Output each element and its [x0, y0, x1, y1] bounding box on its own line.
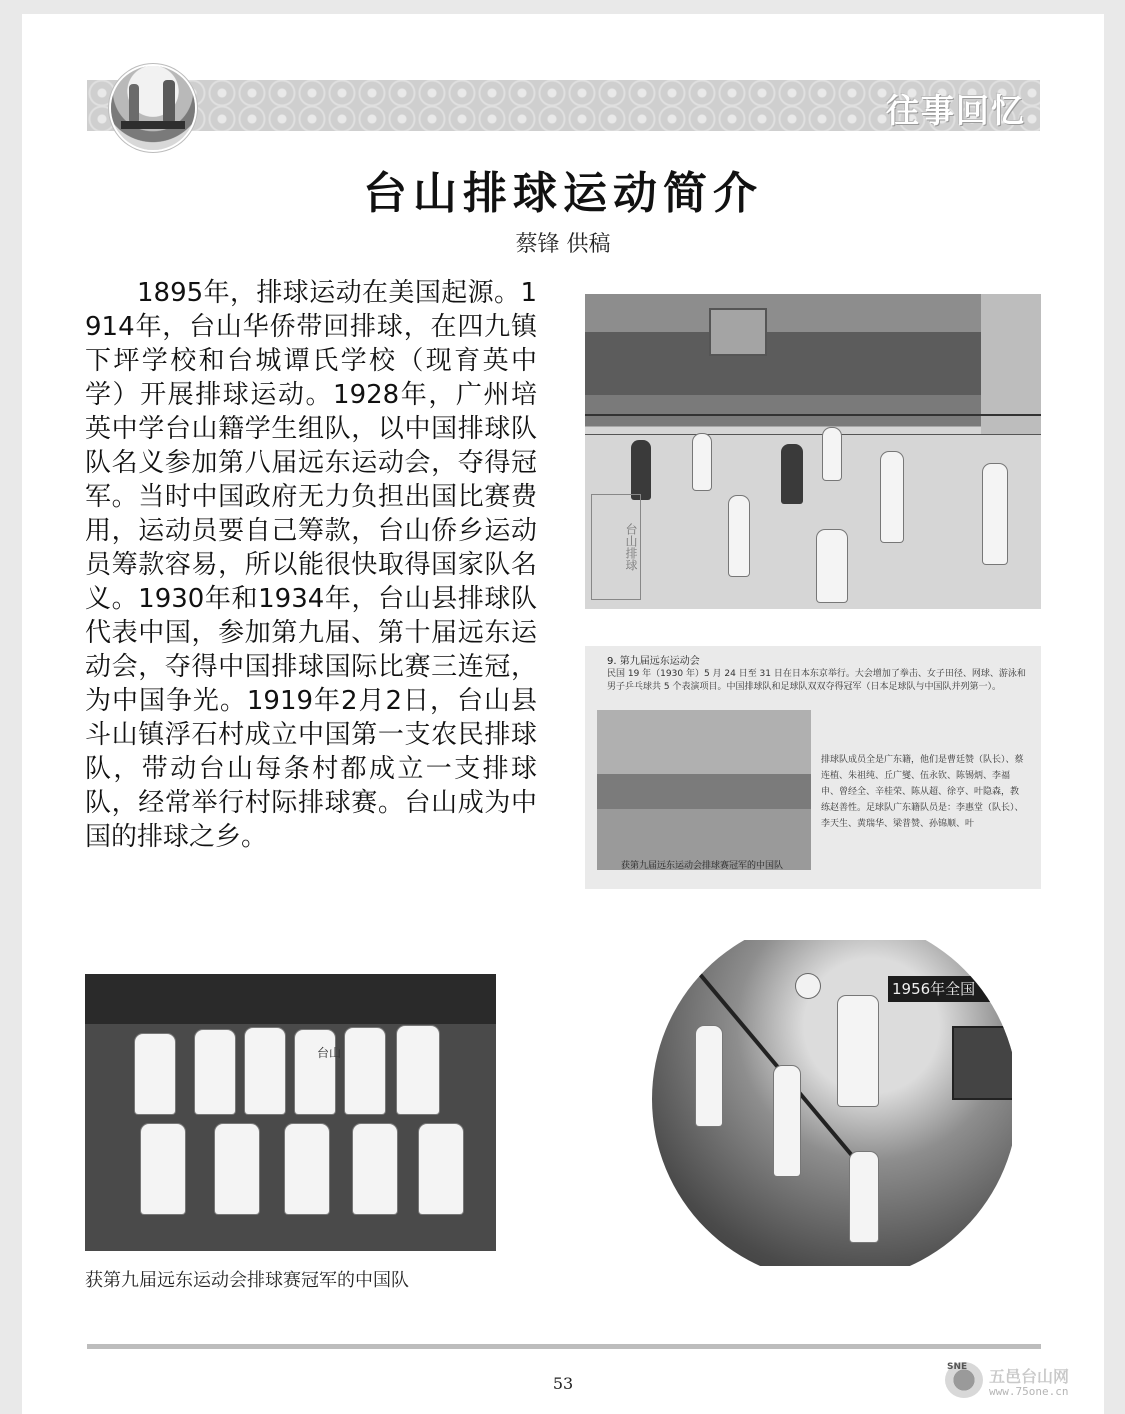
watermark-site-name: 五邑台山网	[989, 1367, 1070, 1386]
vignette-blocker	[774, 1066, 800, 1176]
photo-player	[983, 464, 1007, 564]
watermark-logo-icon	[945, 1362, 983, 1398]
photo-team-member	[135, 1034, 175, 1114]
photo-team-member	[419, 1124, 463, 1214]
photo-player	[817, 530, 847, 602]
medallion-bridge	[121, 121, 185, 129]
photo-player	[823, 428, 841, 480]
photo-player	[781, 444, 803, 504]
vignette-player	[850, 1152, 878, 1242]
clipping-paragraph: 民国 19 年（1930 年）5 月 24 日至 31 日在日本东京举行。大会增加了拳击、女子田径、网球、游泳和男子乒乓球共 5 个表演项目。中国排球队和足球队双双夺得冠军（日本足球队与中国队并列第一）。	[607, 669, 1026, 692]
magazine-page	[22, 14, 1104, 1414]
vignette-banner: 1956年全国	[888, 976, 1002, 1002]
photo-net	[585, 434, 1041, 435]
photo-team-group	[85, 974, 496, 1251]
clipping-paragraph-members: 排球队成员全是广东籍，他们是曹廷赞（队长）、蔡连植、朱祖纯、丘广燮、伍永钦、陈锡炳、李福申、曾经全、辛桂荣、陈从超、徐亨、叶隐森，教练赵善性。足球队广东籍队员是：李惠堂（队长）、李天生、黄瑞华、梁普赞、孙锦顺、叶	[821, 755, 1024, 829]
photo-net	[585, 414, 1041, 416]
watermark	[945, 1362, 1105, 1402]
article-title: 台山排球运动简介	[363, 168, 763, 219]
photo-seal-stamp: 台山排球	[591, 494, 641, 600]
photo-building-wall	[981, 294, 1041, 434]
page-number: 53	[552, 1374, 574, 1393]
photo-player	[729, 496, 749, 576]
photo-team-member	[345, 1028, 385, 1114]
photo-team-member	[295, 1030, 335, 1114]
clipping-heading: 9. 第九届远东运动会	[607, 656, 700, 667]
vignette-spiker	[838, 996, 878, 1106]
photo-team-member	[353, 1124, 397, 1214]
photo-team-member	[285, 1124, 329, 1214]
photo-player	[631, 440, 651, 500]
watermark-url: www.75one.cn	[989, 1385, 1069, 1398]
photo-outdoor-volleyball-game	[585, 294, 1041, 609]
article-author: 蔡锋 供稿	[515, 232, 611, 257]
clipping-team-photo	[597, 710, 811, 870]
header-band	[87, 80, 1040, 131]
photo-team-member	[215, 1124, 259, 1214]
vignette-portrait	[952, 1026, 1012, 1100]
photo-volleyball-spike-vignette	[650, 940, 1012, 1266]
clipping-caption: 获第九届远东运动会排球赛冠军的中国队	[621, 861, 784, 871]
photo-team-member	[397, 1026, 439, 1114]
vignette-blocker	[696, 1026, 722, 1126]
photo-team-member	[195, 1030, 235, 1114]
photo-team-member	[245, 1028, 285, 1114]
medallion-tree	[129, 84, 139, 124]
vignette-ball	[796, 974, 820, 998]
watermark-logo-text: SNE	[947, 1362, 968, 1372]
photo-player	[881, 452, 903, 542]
medallion-tree	[163, 80, 175, 124]
jersey-label: 台山	[317, 1046, 342, 1060]
photo-player	[693, 434, 711, 490]
photo-team-member	[141, 1124, 185, 1214]
photo-backboard	[709, 308, 767, 356]
header-medallion-image	[111, 66, 195, 150]
article-body: 1895年，排球运动在美国起源。1914年，台山华侨带回排球，在四九镇下坪学校和台城谭氏学校（现育英中学）开展排球运动。1928年，广州培英中学台山籍学生组队，以中国排球队队名义参加第八届远东运动会，夺得冠军。当时中国政府无力负担出国比赛费用，运动员要自己筹款，台山侨乡运动员筹款容易，所以能很快取得国家队名义。1930年和1934年，台山县排球队代表中国，参加第九届、第十届远东运动会，夺得中国排球国际比赛三连冠，为中国争光。1919年2月2日，台山县斗山镇浮石村成立中国第一支农民排球队，带动台山每条村都成立一支排球队，经常举行村际排球赛。台山成为中国的排球之乡。	[85, 278, 537, 852]
footer-rule	[87, 1344, 1041, 1349]
section-label: 往事回忆	[886, 91, 1026, 130]
photo-book-clipping	[585, 646, 1041, 889]
team-photo-caption: 获第九届远东运动会排球赛冠军的中国队	[85, 1270, 409, 1291]
vignette-circle	[652, 940, 1012, 1266]
